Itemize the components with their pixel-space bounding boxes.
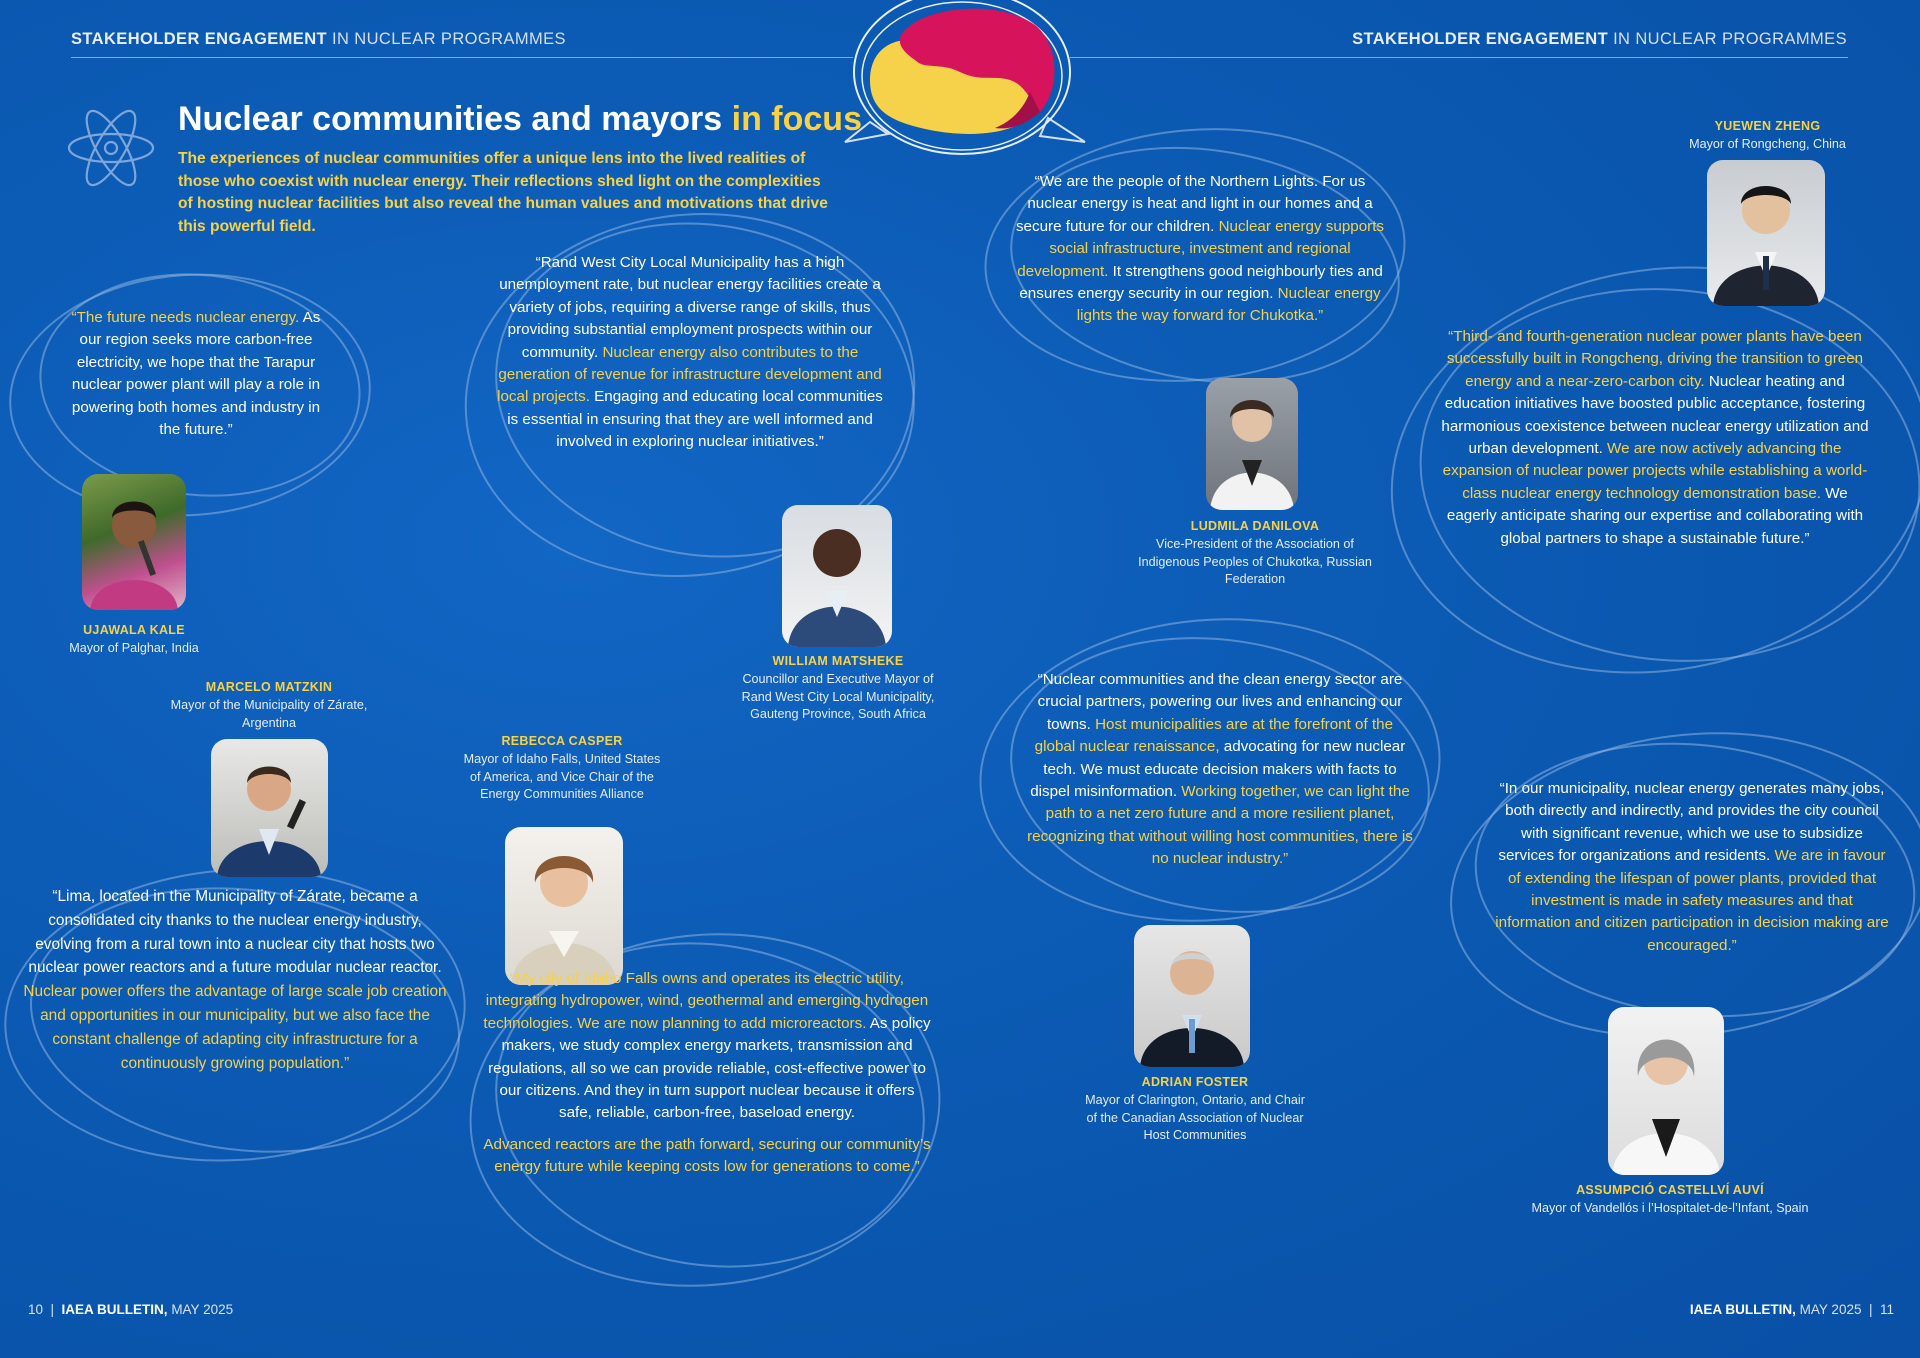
quote-marcelo-matzkin: “Lima, located in the Municipality of Zárate, became a consolidated city thanks to the nuclear energy industry, evolving from a rural town into a nuclear city that hosts two nuclear power reactors and a future modular nuclear reactor. Nuclear power offers the advantage of large scale job creation and opportunities in our municipality, but we also face the constant challenge of adapting city infrastructure for a continuously growing population.” <box>23 888 447 1072</box>
role-ujawala-kale: Mayor of Palghar, India <box>69 641 199 655</box>
name-adrian-foster: ADRIAN FOSTER <box>1141 1075 1249 1089</box>
running-header-left: STAKEHOLDER ENGAGEMENT IN NUCLEAR PROGRAMMES <box>71 30 566 48</box>
footer-right: IAEA BULLETIN, MAY 2025 | 11 <box>1689 1302 1894 1317</box>
portrait-yuewen-zheng <box>1707 160 1825 306</box>
portrait-ujawala-kale <box>82 474 186 610</box>
portrait-william-matsheke <box>782 505 892 647</box>
name-assumpcio-castellvi-auvi: ASSUMPCIÓ CASTELLVÍ AUVÍ <box>1576 1183 1764 1197</box>
speech-bubble-logo-icon <box>830 0 1090 165</box>
role-ludmila-danilova: Vice-President of the Association of Indigenous Peoples of Chukotka, Russian Federation <box>1138 537 1372 587</box>
quote-ludmila-danilova: “We are the people of the Northern Lights. For us nuclear energy is heat and light in our homes and a secure future for our children. Nuclear energy supports social infrastructure, investment and regional development. It strengthens good neighbourly ties and ensures energy security in our region. Nuclear energy lights the way forward for Chukotka.” <box>1015 173 1385 325</box>
quote-william-matsheke: “Rand West City Local Municipality has a high unemployment rate, but nuclear energy facilities create a variety of jobs, requiring a diverse range of skills, thus providing substantial employment prospects within our community. Nuclear energy also contributes to the generation of revenue for infrastructure development and local projects. Engaging and educating local communities is essential in ensuring that they are well informed and involved in exploring nuclear initiatives.” <box>497 254 883 451</box>
quote-adrian-foster: “Nuclear communities and the clean energy sector are crucial partners, powering our lives and enhancing our towns. Host municipalities are at the forefront of the global nuclear renaissance, advocating for new nuclear tech. We must educate decision makers with facts to dispel misinformation. Working together, we can light the path to a net zero future and a more resilient planet, recognizing that without willing host communities, there is no nuclear industry.” <box>1027 671 1413 868</box>
portrait-ludmila-danilova <box>1206 378 1298 510</box>
role-marcelo-matzkin: Mayor of the Municipality of Zárate, Argentina <box>170 698 368 730</box>
name-marcelo-matzkin: MARCELO MATZKIN <box>205 680 333 694</box>
intro-paragraph: The experiences of nuclear communities offer a unique lens into the lived realities of those who coexist with nuclear energy. Their reflections shed light on the complexities of hosting nuclear facilities but also reveal the human values and motivations that drive this powerful field. <box>178 150 828 235</box>
atom-icon <box>66 98 156 198</box>
name-yuewen-zheng: YUEWEN ZHENG <box>1714 119 1821 133</box>
portrait-adrian-foster <box>1134 925 1250 1067</box>
quote-yuewen-zheng: “Third- and fourth-generation nuclear power plants have been successfully built in Rongcheng, driving the transition to green energy and a near-zero-carbon city. Nuclear heating and education initiatives have boosted public acceptance, fostering harmonious coexistence between nuclear energy utilization and urban development. We are now actively advancing the expansion of nuclear power projects while establishing a world-class nuclear energy technology demonstration base. We eagerly anticipate sharing our expertise and collaborating with global partners to shape a sustainable future.” <box>1441 328 1869 547</box>
quote-rebecca-casper: “My city of Idaho Falls owns and operates its electric utility, integrating hydropower, wind, geothermal and emerging hydrogen technologies. We are now planning to add microreactors. As policy makers, we study complex energy markets, transmission and regulations, all so we can provide reliable, cost-effective power to our citizens. And they in turn support nuclear because it offers safe, reliable, carbon-free, baseload energy. Advanced reactors are the path forward, securing our community’s energy future while keeping costs low for generations to come.” <box>483 970 931 1176</box>
header-rule-right <box>1070 57 1848 58</box>
role-assumpcio-castellvi-auvi: Mayor of Vandellós i l’Hospitalet-de-l’Infant, Spain <box>1531 1201 1809 1215</box>
role-yuewen-zheng: Mayor of Rongcheng, China <box>1689 137 1846 151</box>
footer-left: 10 | IAEA BULLETIN, MAY 2025 <box>28 1302 234 1317</box>
name-ludmila-danilova: LUDMILA DANILOVA <box>1190 519 1320 533</box>
header-rule-left <box>71 57 853 58</box>
portrait-marcelo-matzkin <box>211 739 328 877</box>
role-rebecca-casper: Mayor of Idaho Falls, United States of America, and Vice Chair of the Energy Communities Alliance <box>463 752 661 802</box>
name-ujawala-kale: UJAWALA KALE <box>83 623 185 637</box>
portrait-rebecca-casper <box>505 827 623 985</box>
quote-ujawala-kale: “The future needs nuclear energy. As our region seeks more carbon-free electricity, we hope that the Tarapur nuclear power plant will play a role in powering both homes and industry in the future.” <box>71 309 321 439</box>
name-william-matsheke: WILLIAM MATSHEKE <box>772 654 904 668</box>
role-adrian-foster: Mayor of Clarington, Ontario, and Chair of the Canadian Association of Nuclear Host Communities <box>1085 1093 1305 1143</box>
role-william-matsheke: Councillor and Executive Mayor of Rand West City Local Municipality, Gauteng Province, South Africa <box>741 672 935 722</box>
quote-assumpcio-castellvi-auvi: “In our municipality, nuclear energy generates many jobs, both directly and indirectly, and provides the city council with significant revenue, which we use to subsidize services for organizations and residents. We are in favour of extending the lifespan of power plants, provided that investment is made in safety measures and that information and citizen participation in decision making are encouraged.” <box>1495 780 1889 954</box>
name-rebecca-casper: REBECCA CASPER <box>501 734 623 748</box>
page-title: Nuclear communities and mayors in focus <box>178 100 862 138</box>
portrait-assumpcio-castellvi-auvi <box>1608 1007 1724 1175</box>
running-header-right: STAKEHOLDER ENGAGEMENT IN NUCLEAR PROGRAMMES <box>1352 30 1847 48</box>
